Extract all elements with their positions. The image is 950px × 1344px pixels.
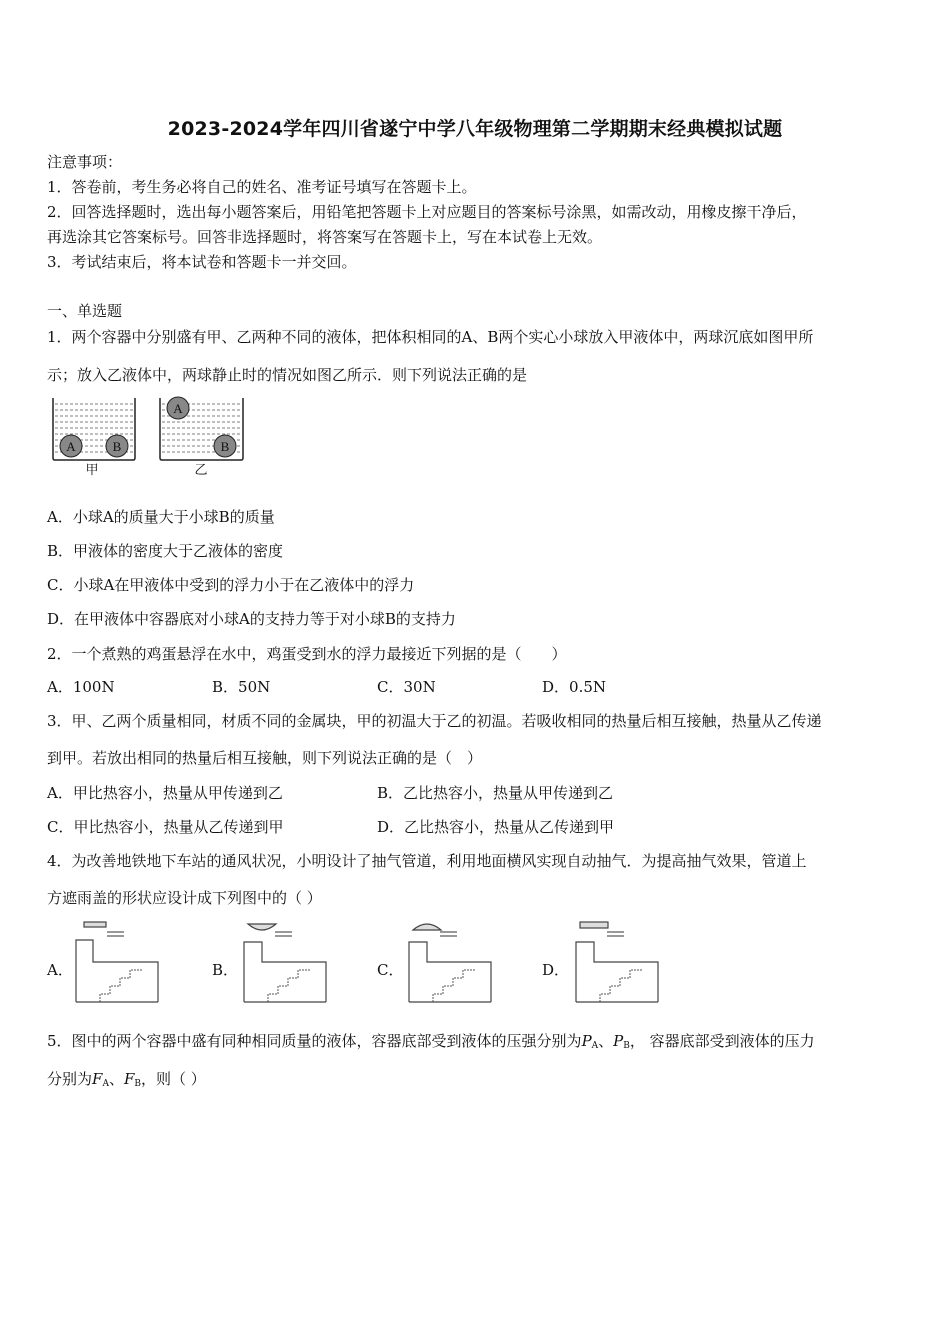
beaker-jia-label: 甲	[85, 463, 99, 478]
q4-option-d[interactable]: D．	[542, 961, 570, 979]
q3-option-a[interactable]: A．甲比热容小，热量从甲传递到乙	[47, 784, 283, 802]
notice-item: 3．考试结束后，将本试卷和答题卡一并交回。	[47, 253, 357, 271]
q4-figure-c	[405, 920, 495, 1004]
ball-a-label: A	[173, 401, 183, 416]
question-4-stem: 4．为改善地铁地下车站的通风状况，小明设计了抽气管道，利用地面横风实现自动抽气．为提高抽气效果，管道上	[47, 852, 807, 870]
subscript-b: B	[134, 1079, 141, 1089]
q3-option-c[interactable]: C．甲比热容小，热量从乙传递到甲	[47, 818, 284, 836]
separator: 、	[598, 1032, 614, 1050]
q4-option-b[interactable]: B．	[212, 961, 239, 979]
question-5-stem	[47, 1032, 815, 1055]
notice-heading: 注意事项：	[47, 153, 123, 171]
subscript-b: B	[623, 1041, 630, 1051]
question-4-stem-cont: 方遮雨盖的形状应设计成下列图中的（ ）	[47, 889, 322, 907]
q1-option-d[interactable]: D．在甲液体中容器底对小球A的支持力等于对小球B的支持力	[47, 610, 456, 628]
q4-option-c[interactable]: C．	[377, 961, 404, 979]
question-5-stem-cont	[47, 1070, 206, 1093]
question-1-stem: 1．两个容器中分别盛有甲、乙两种不同的液体，把体积相同的A、B两个实心小球放入甲液体中，两球沉底如图甲所	[47, 328, 814, 346]
q2-option-a[interactable]: A．100N	[47, 678, 115, 696]
q1-option-b[interactable]: B．甲液体的密度大于乙液体的密度	[47, 542, 284, 560]
q1-option-c[interactable]: C．小球A在甲液体中受到的浮力小于在乙液体中的浮力	[47, 576, 415, 594]
question-3-stem-cont: 到甲。若放出相同的热量后相互接触，则下列说法正确的是（ ）	[47, 749, 483, 767]
ball-a-label: A	[66, 439, 76, 454]
q5-text: 分别为	[47, 1070, 93, 1088]
q4-figure-d	[572, 920, 662, 1004]
q3-option-d[interactable]: D．乙比热容小，热量从乙传递到甲	[377, 818, 615, 836]
page-title: 2023-2024学年四川省遂宁中学八年级物理第二学期期末经典模拟试题	[167, 118, 783, 140]
beaker-yi	[160, 397, 243, 478]
notice-item: 1．答卷前，考生务必将自己的姓名、准考证号填写在答题卡上。	[47, 178, 477, 196]
q1-option-a[interactable]: A．小球A的质量大于小球B的质量	[47, 508, 275, 526]
q5-text: 5．图中的两个容器中盛有同种相同质量的液体，容器底部受到液体的压强分别为	[47, 1032, 582, 1050]
section-heading: 一、单选题	[47, 302, 123, 320]
question-1-stem-cont: 示；放入乙液体中，两球静止时的情况如图乙所示．则下列说法正确的是	[47, 366, 528, 384]
q3-option-b[interactable]: B．乙比热容小，热量从甲传递到乙	[377, 784, 614, 802]
q2-option-b[interactable]: B．50N	[212, 678, 271, 696]
notice-item: 再选涂其它答案标号。回答非选择题时，将答案写在答题卡上，写在本试卷上无效。	[47, 228, 603, 246]
q5-text: ，则（ ）	[141, 1070, 206, 1088]
question-3-stem: 3．甲、乙两个质量相同，材质不同的金属块，甲的初温大于乙的初温。若吸收相同的热量后相互接触，热量从乙传递	[47, 712, 822, 730]
q2-option-c[interactable]: C．30N	[377, 678, 436, 696]
beaker-yi-label: 乙	[194, 463, 208, 478]
notice-item: 2．回答选择题时，选出每小题答案后，用铅笔把答题卡上对应题目的答案标号涂黑，如需改动，用橡皮擦干净后，	[47, 203, 807, 221]
subscript-a: A	[102, 1079, 109, 1089]
symbol-p: P	[581, 1032, 592, 1050]
q4-option-a[interactable]: A．	[47, 961, 73, 979]
q5-text: ， 容器底部受到液体的压力	[629, 1032, 815, 1050]
question-2-stem: 2．一个煮熟的鸡蛋悬浮在水中，鸡蛋受到水的浮力最接近下列据的是（ ）	[47, 645, 567, 663]
symbol-f: F	[123, 1070, 135, 1088]
subscript-a: A	[591, 1041, 599, 1051]
separator: 、	[108, 1070, 124, 1088]
beaker-jia	[53, 398, 135, 478]
q1-beakers-figure	[45, 394, 255, 478]
q4-figure-a	[72, 920, 162, 1004]
q2-option-d[interactable]: D．0.5N	[542, 678, 607, 696]
ball-b-label: B	[112, 439, 122, 454]
symbol-f: F	[92, 1070, 103, 1088]
q4-figure-b	[240, 920, 330, 1004]
symbol-p: P	[613, 1032, 624, 1050]
ball-b-label: B	[220, 439, 230, 454]
